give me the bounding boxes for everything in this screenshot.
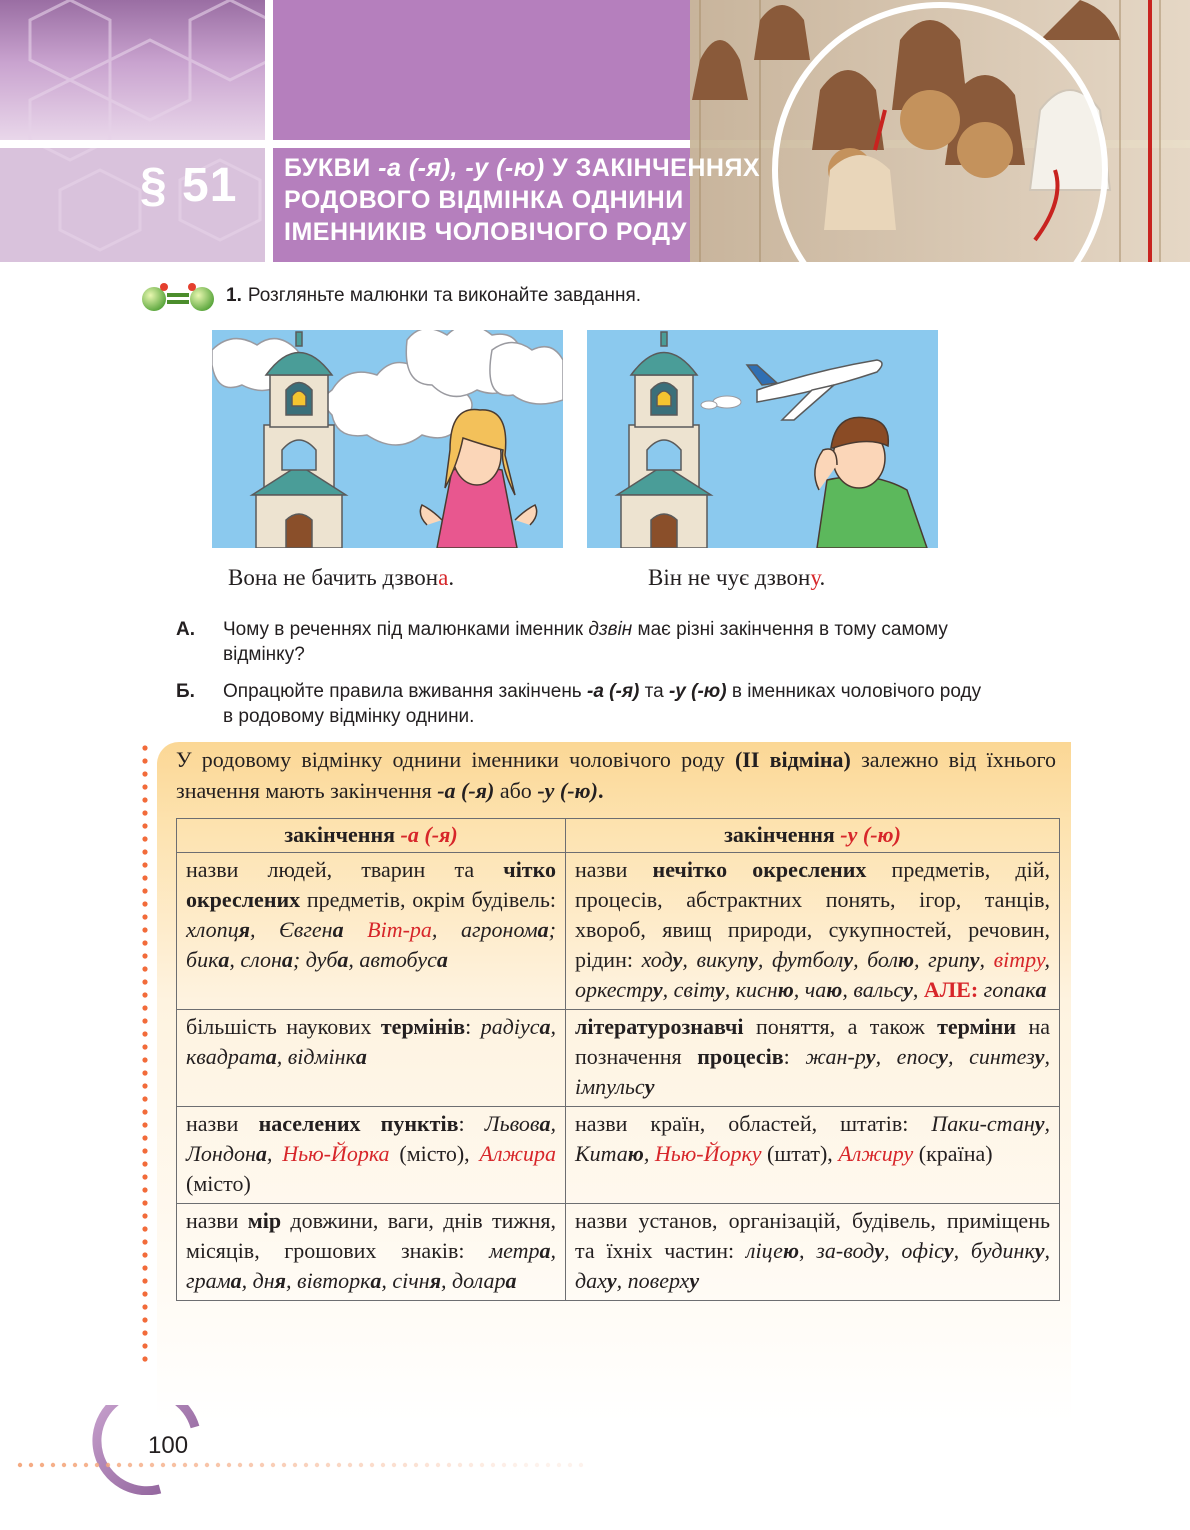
cell-ending-a: назви людей, тварин та чітко окреслених предметів, окрім будівель: хлопця, Євгена Віт-ра, агронома; бика, слона; дуба, автобуса [177,853,566,1010]
cell-ending-a: більшість наукових термінів: радіуса, квадрата, відмінка [177,1010,566,1107]
section-title: БУКВИ -а (-я), -у (-ю) У ЗАКІНЧЕННЯХ РОДОВОГО ВІДМІНКА ОДНИНИ ІМЕННИКІВ ЧОЛОВІЧОГО РОДУ [284,154,761,246]
exercise-instruction: 1. Розгляньте малюнки та виконайте завдання. [226,285,642,306]
table-header-row [177,819,1060,853]
endings-rule-table [176,818,1060,1301]
cell-ending-u: назви установ, організацій, будівель, приміщень та їхніх частин: ліцею, за-воду, офісу, будинку, даху, поверху [566,1204,1060,1301]
exercise-pair-icon [140,282,216,312]
table-row [177,853,1060,1010]
rule-statement: У родовому відмінку однини іменники чоловічого роду (ІІ відміна) залежно від їхнього значення мають закінчення -а (-я) або -у (-ю). [176,747,1057,803]
section-number: § 51 [140,159,238,212]
page-number: 100 [148,1432,189,1459]
rule-dotted-border [141,742,149,1362]
cell-ending-u: літературознавчі поняття, а також терміни на позначення процесів: жан-ру, епосу, синтезу, імпульсу [566,1010,1060,1107]
cell-ending-a: назви населених пунктів: Львова, Лондона, Нью-Йорка (місто), Алжира (місто) [177,1107,566,1204]
illustration-girl-church [212,330,563,548]
column-header-a: закінчення -а (-я) [177,819,566,853]
cell-ending-u: назви країн, областей, штатів: Паки-стану, Китаю, Нью-Йорку (штат), Алжиру (країна) [566,1107,1060,1204]
footer-decoration [0,1405,600,1495]
caption-he-does-not-hear-ringing: Він не чує дзвону. [648,565,826,590]
caption-she-does-not-see-bell: Вона не бачить дзвона. [228,565,455,590]
question-b: Б. Опрацюйте правила вживання закінчень -а (-я) та -у (-ю) в іменниках чоловічого роду в родовому відмінку однини. [176,681,982,727]
cell-ending-a: назви мір довжини, ваги, днів тижня, місяців, грошових знаків: метра, грама, дня, вівторка, січня, долара [177,1204,566,1301]
table-row [177,1107,1060,1204]
cell-ending-u: назви нечітко окреслених предметів, дій, процесів, абстрактних понять, ігор, танців, хвороб, явищ природи, сукупностей, речовин, рідин: ходу, викупу, футболу, болю, грипу, вітру, оркестру, світу, кисню, чаю, вальсу, АЛЕ: гопака [566,853,1060,1010]
column-header-u: закінчення -у (-ю) [566,819,1060,853]
section-header [0,0,1190,262]
illustration-boy-airplane [587,330,938,548]
table-row [177,1010,1060,1107]
table-row [177,1204,1060,1301]
question-a: А. Чому в реченнях під малюнками іменник дзвін має різні закінчення в тому самому відмінку? [176,619,948,665]
